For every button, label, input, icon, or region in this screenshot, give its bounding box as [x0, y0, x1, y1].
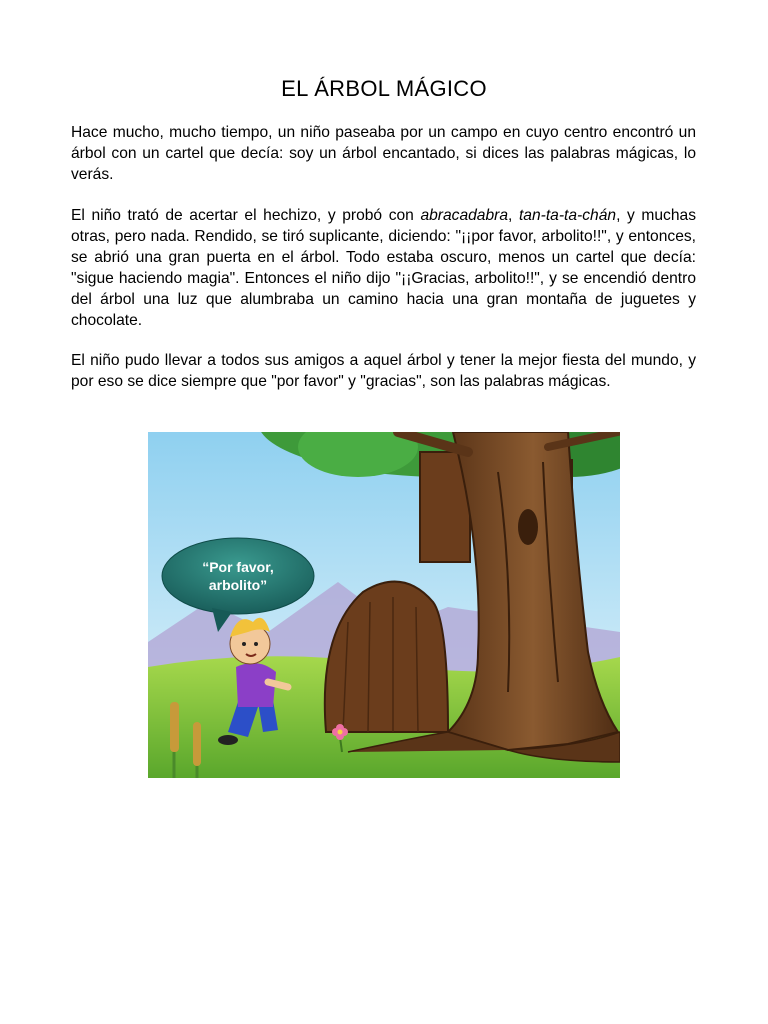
spell-tantatachan: tan-ta-ta-chán	[518, 207, 617, 224]
spell-abracadabra: abracadabra	[420, 207, 509, 224]
paragraph-2-text-b: , y muchas otras, pero nada. Rendido, se tiró suplicante, diciendo: "¡¡por favor, arbolito!!", y entonces, se abrió una gran puerta en el árbol. Todo estaba oscuro, menos un cartel que decía: "sigue haciendo magia". Entonces el niño dijo "¡¡Gracias, arbolito!!", y se encendió dentro del árbol una luz que alumbraba un camino hacia una gran montaña de juguetes y chocolate.	[71, 207, 696, 329]
bubble-line-1: “Por favor,	[202, 559, 274, 575]
bubble-line-2: arbolito”	[208, 577, 268, 593]
paragraph-3: El niño pudo llevar a todos sus amigos a aquel árbol y tener la mejor fiesta del mundo, y por eso se dice siempre que "por favor" y "gracias", son las palabras mágicas.	[71, 352, 696, 390]
paragraph-2	[71, 205, 696, 331]
story-illustration	[148, 432, 620, 778]
document-title: EL ÁRBOL MÁGICO	[281, 76, 487, 101]
paragraph-1: Hace mucho, mucho tiempo, un niño paseaba por un campo en cuyo centro encontró un árbol con un cartel que decía: soy un árbol encantado, si dices las palabras mágicas, lo verás.	[71, 124, 696, 183]
paragraph-2-text-a: El niño trató de acertar el hechizo, y probó con	[71, 207, 421, 224]
paragraph-2-separator: ,	[508, 207, 519, 224]
